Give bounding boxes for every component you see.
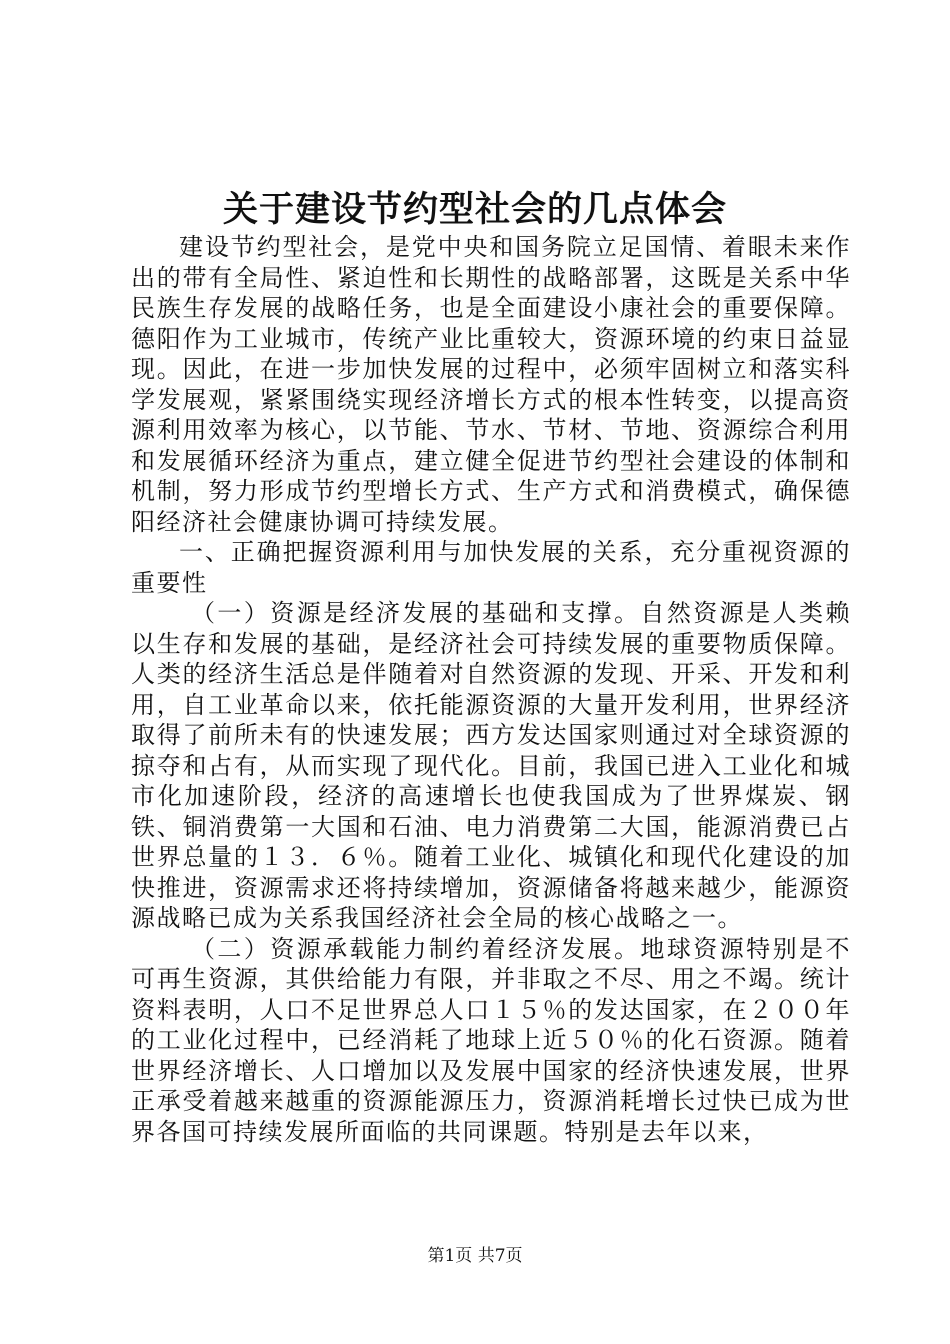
- document-title: 关于建设节约型社会的几点体会: [222, 189, 727, 230]
- paragraph-intro: 建设节约型社会，是党中央和国务院立足国情、着眼未来作出的带有全局性、紧迫性和长期性的战略部署，这既是关系中华民族生存发展的战略任务，也是全面建设小康社会的重要保障。德阳作为工业城市，传统产业比重较大，资源环境的约束日益显现。因此，在进一步加快发展的过程中，必须牢固树立和落实科学发展观，紧紧围绕实现经济增长方式的根本性转变，以提高资源利用效率为核心，以节能、节水、节材、节地、资源综合利用和发展循环经济为重点，建立健全促进节约型社会建设的体制和机制，努力形成节约型增长方式、生产方式和消费模式，确保德阳经济社会健康协调可持续发展。: [131, 233, 851, 536]
- paragraph-subsection-2: （二）资源承载能力制约着经济发展。地球资源特别是不可再生资源，其供给能力有限，并非取之不尽、用之不竭。统计资料表明，人口不足世界总人口１５％的发达国家，在２００年的工业化过程中，已经消耗了地球上近５０％的化石资源。随着世界经济增长、人口增加以及发展中国家的经济快速发展，世界正承受着越来越重的资源能源压力，资源消耗增长过快已成为世界各国可持续发展所面临的共同课题。特别是去年以来，: [131, 934, 851, 1146]
- section-heading-1: 一、正确把握资源利用与加快发展的关系，充分重视资源的重要性: [131, 538, 851, 597]
- document-body: [131, 232, 851, 1147]
- paragraph-subsection-1: （一）资源是经济发展的基础和支撑。自然资源是人类赖以生存和发展的基础，是经济社会可持续发展的重要物质保障。人类的经济生活总是伴随着对自然资源的发现、开采、开发和利用，自工业革命以来，依托能源资源的大量开发利用，世界经济取得了前所未有的快速发展；西方发达国家则通过对全球资源的掠夺和占有，从而实现了现代化。目前，我国已进入工业化和城市化加速阶段，经济的高速增长也使我国成为了世界煤炭、钢铁、铜消费第一大国和石油、电力消费第二大国，能源消费已占世界总量的１３．６％。随着工业化、城镇化和现代化建设的加快推进，资源需求还将持续增加，资源储备将越来越少，能源资源战略已成为关系我国经济社会全局的核心战略之一。: [131, 599, 851, 932]
- page-number-footer: 第1页 共7页: [427, 1246, 523, 1266]
